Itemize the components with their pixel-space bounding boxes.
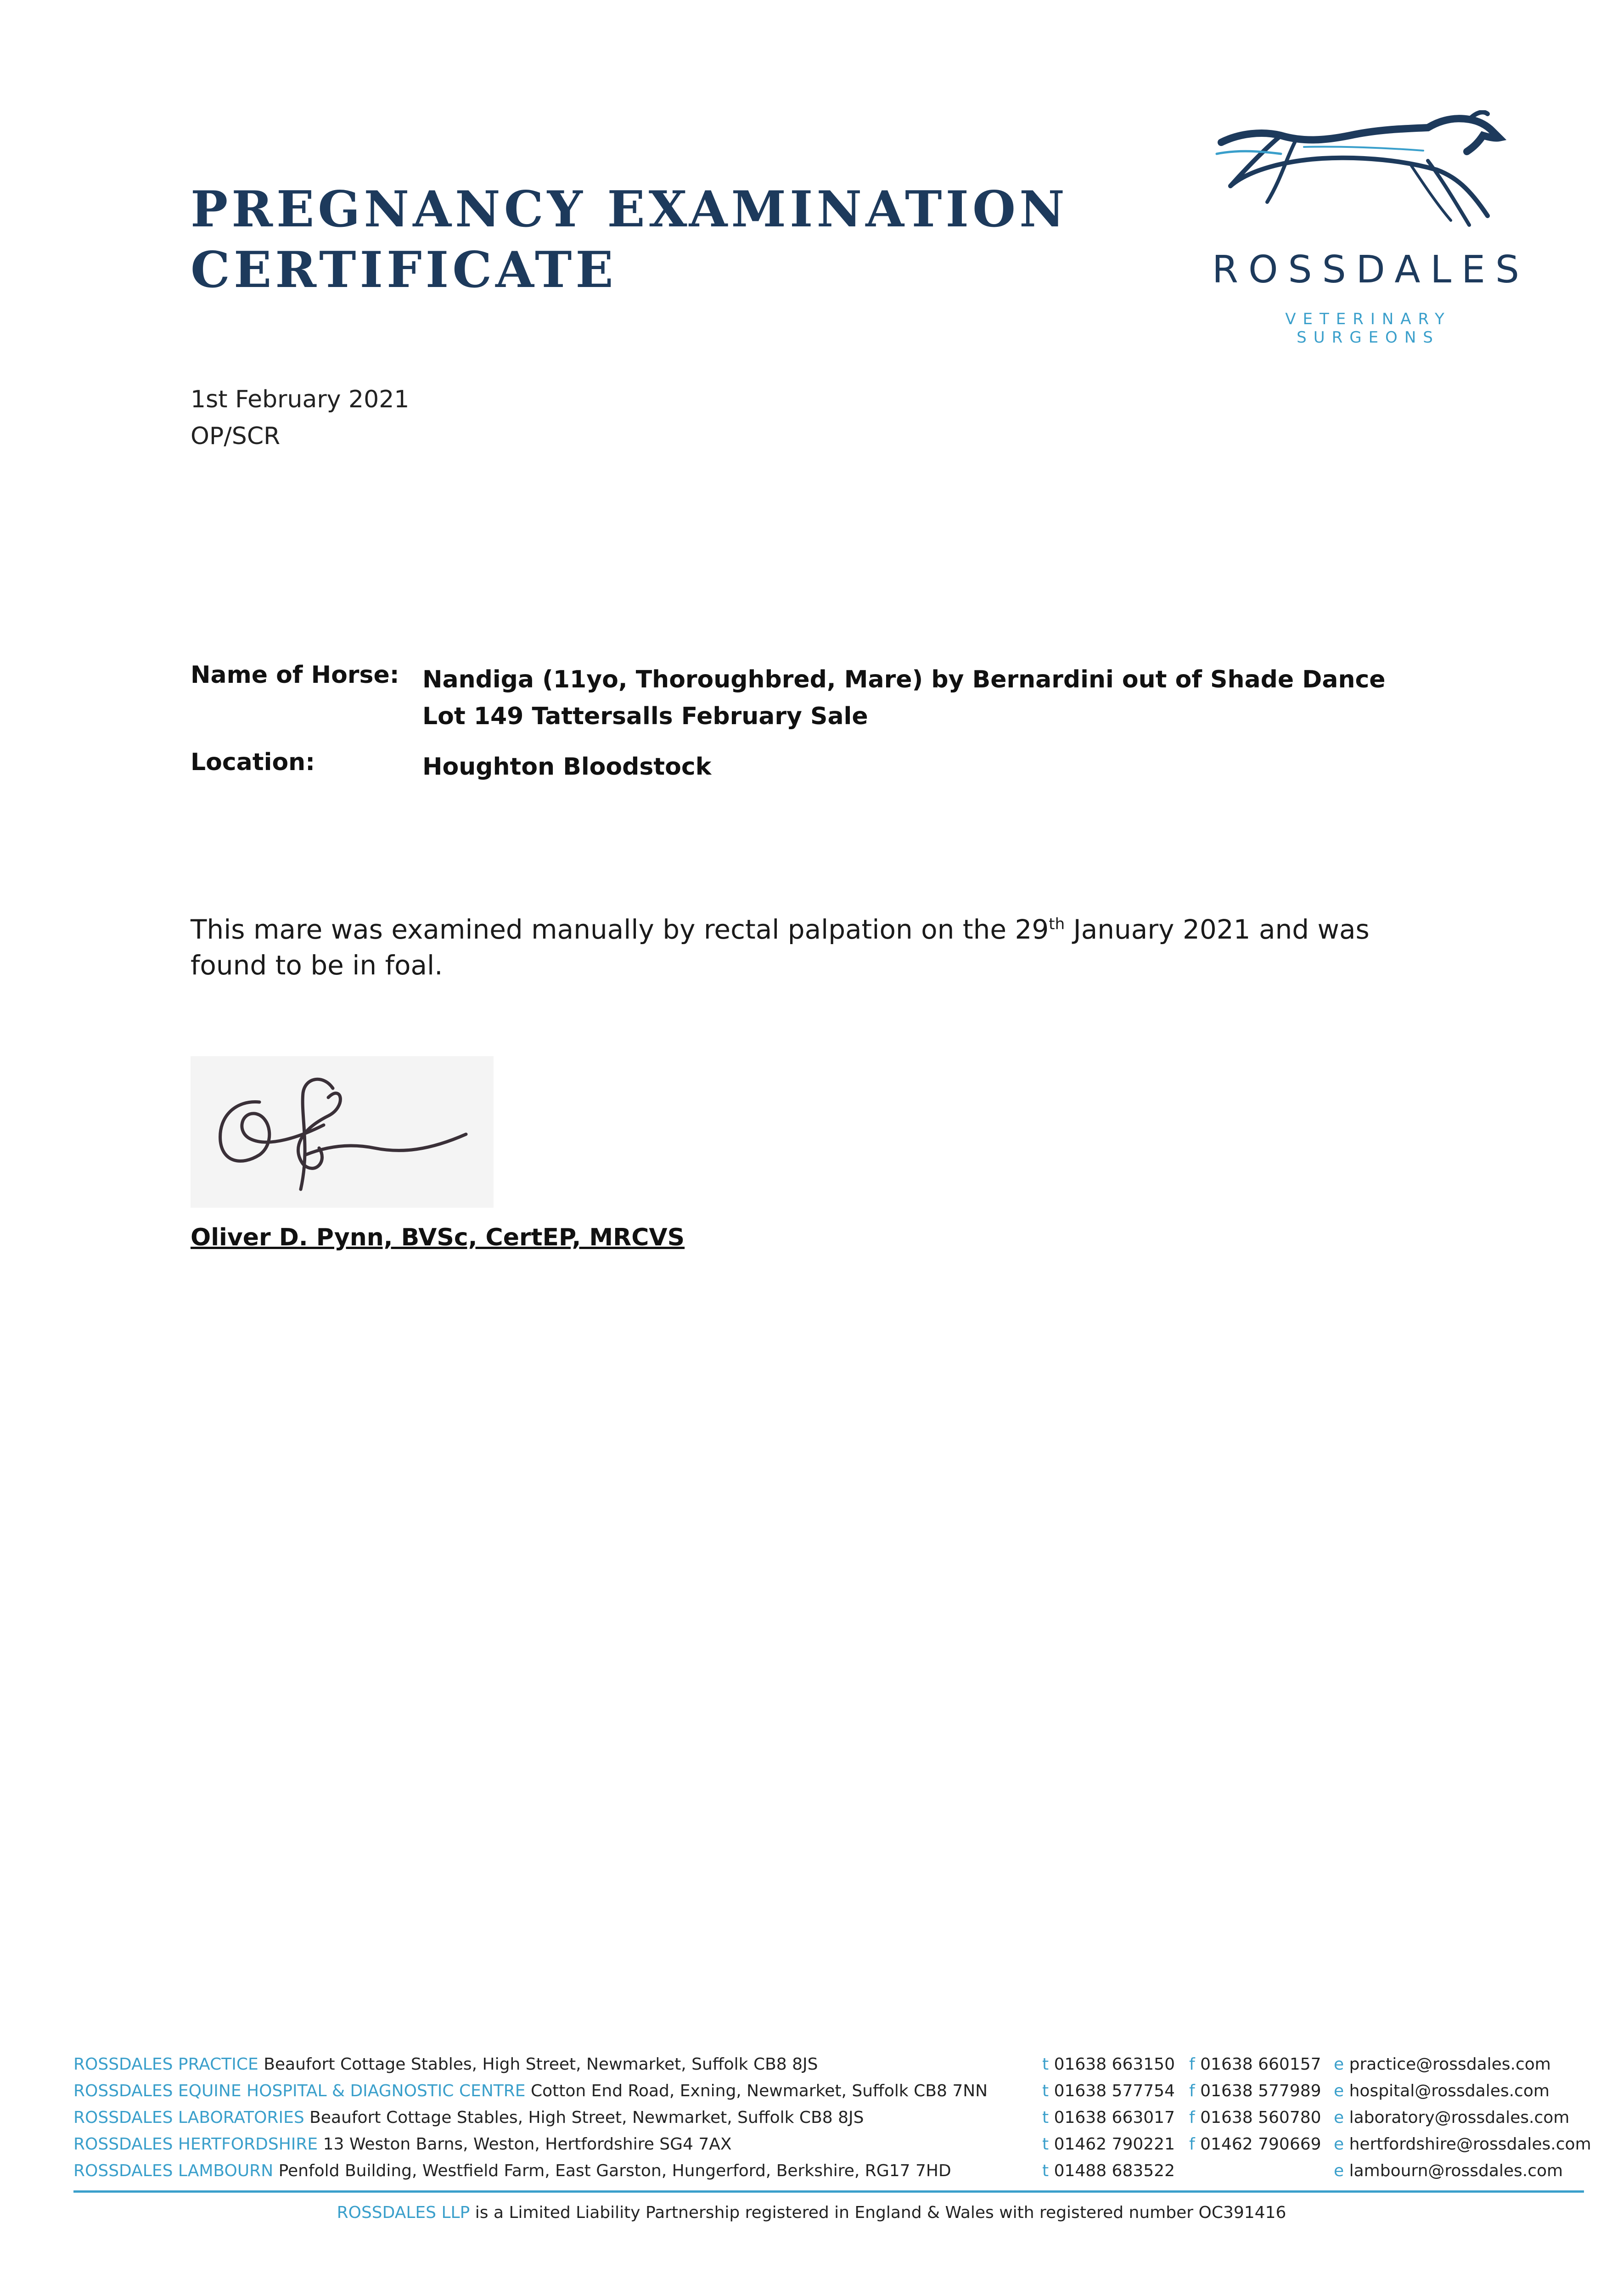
reference-block bbox=[191, 381, 409, 455]
horse-name-line-1: Nandiga (11yo, Thoroughbred, Mare) by Bernardini out of Shade Dance bbox=[422, 666, 1386, 693]
footer-phone: 01488 683522 bbox=[1054, 2161, 1175, 2180]
footer-address: Cotton End Road, Exning, Newmarket, Suffolk CB8 7NN bbox=[525, 2082, 988, 2100]
footer-phone: 01638 663150 bbox=[1054, 2055, 1175, 2074]
footer-address: Beaufort Cottage Stables, High Street, Newmarket, Suffolk CB8 8JS bbox=[258, 2055, 818, 2074]
location-value: Houghton Bloodstock bbox=[422, 753, 712, 781]
footer-office-name: ROSSDALES LABORATORIES bbox=[73, 2108, 304, 2127]
footer-row-practice: ROSSDALES PRACTICE Beaufort Cottage Stables, High Street, Newmarket, Suffolk CB8 8JS t 01638 663150 f 01638 660157 e practice@rossdales.com bbox=[73, 2055, 1551, 2074]
legal-company-name: ROSSDALES LLP bbox=[337, 2203, 470, 2222]
statement-part-2: January 2021 and was found to be in foal. bbox=[191, 914, 1370, 981]
footer-fax: 01638 560780 bbox=[1200, 2108, 1321, 2127]
logo-subtitle: VETERINARY SURGEONS bbox=[1285, 310, 1451, 347]
horse-name-line-2: Lot 149 Tattersalls February Sale bbox=[422, 703, 868, 730]
footer-row-laboratories: ROSSDALES LABORATORIES Beaufort Cottage Stables, High Street, Newmarket, Suffolk CB8 8JS t 01638 663017 f 01638 560780 e laboratory@rossdales.com bbox=[73, 2108, 1570, 2127]
footer-email: lambourn@rossdales.com bbox=[1349, 2161, 1563, 2180]
logo-wordmark: ROSSDALES bbox=[1212, 248, 1529, 292]
footer-phone: 01638 663017 bbox=[1054, 2108, 1175, 2127]
document-date: 1st February 2021 bbox=[191, 386, 410, 413]
footer-row-lambourn: ROSSDALES LAMBOURN Penfold Building, Westfield Farm, East Garston, Hungerford, Berkshire, RG17 7HD t 01488 683522 e lambourn@rossdales.com bbox=[73, 2161, 1563, 2180]
footer-office-name: ROSSDALES PRACTICE bbox=[73, 2055, 258, 2074]
footer-phone: 01462 790221 bbox=[1054, 2135, 1175, 2154]
statement-ordinal: th bbox=[1049, 915, 1065, 934]
document-title bbox=[191, 179, 1068, 300]
footer-office-name: ROSSDALES HERTFORDSHIRE bbox=[73, 2135, 318, 2154]
horse-name-value bbox=[422, 661, 1570, 735]
footer-legal-notice bbox=[0, 2203, 1623, 2222]
footer-row-hospital: ROSSDALES EQUINE HOSPITAL & DIAGNOSTIC CENTRE Cotton End Road, Exning, Newmarket, Suffolk CB8 7NN t 01638 577754 f 01638 577989 e hospital@rossdales.com bbox=[73, 2082, 1550, 2100]
footer-address: Penfold Building, Westfield Farm, East Garston, Hungerford, Berkshire, RG17 7HD bbox=[273, 2161, 951, 2180]
footer-address: 13 Weston Barns, Weston, Hertfordshire SG4 7AX bbox=[318, 2135, 732, 2154]
footer-email: hospital@rossdales.com bbox=[1349, 2082, 1550, 2100]
footer-office-name: ROSSDALES LAMBOURN bbox=[73, 2161, 274, 2180]
legal-text: is a Limited Liability Partnership registered in England & Wales with registered number OC391416 bbox=[470, 2203, 1286, 2222]
footer-row-hertfordshire: ROSSDALES HERTFORDSHIRE 13 Weston Barns, Weston, Hertfordshire SG4 7AX t 01462 790221 f 01462 790669 e hertfordshire@rossdales.com bbox=[73, 2135, 1591, 2154]
statement-part-1: This mare was examined manually by rectal palpation on the 29 bbox=[191, 914, 1049, 945]
horse-logo-icon bbox=[1212, 110, 1524, 243]
title-line-2: CERTIFICATE bbox=[191, 241, 617, 299]
footer-contacts bbox=[73, 2055, 1591, 2188]
footer-fax: 01462 790669 bbox=[1200, 2135, 1321, 2154]
footer-fax: 01638 577989 bbox=[1200, 2082, 1321, 2100]
signature-image bbox=[191, 1056, 494, 1208]
footer-email: laboratory@rossdales.com bbox=[1349, 2108, 1570, 2127]
signature-icon bbox=[191, 1056, 494, 1208]
rossdales-logo bbox=[1212, 110, 1529, 347]
footer-fax: 01638 660157 bbox=[1200, 2055, 1321, 2074]
examination-statement bbox=[191, 912, 1430, 983]
horse-name-label: Name of Horse: bbox=[191, 661, 399, 689]
document-reference: OP/SCR bbox=[191, 422, 281, 450]
footer-address: Beaufort Cottage Stables, High Street, Newmarket, Suffolk CB8 8JS bbox=[304, 2108, 864, 2127]
footer-divider bbox=[73, 2190, 1584, 2193]
footer-phone: 01638 577754 bbox=[1054, 2082, 1175, 2100]
footer-email: practice@rossdales.com bbox=[1349, 2055, 1551, 2074]
title-line-1: PREGNANCY EXAMINATION bbox=[191, 180, 1068, 238]
signer-name: Oliver D. Pynn, BVSc, CertEP, MRCVS bbox=[191, 1224, 685, 1251]
footer-email: hertfordshire@rossdales.com bbox=[1349, 2135, 1591, 2154]
location-label: Location: bbox=[191, 748, 315, 776]
footer-office-name: ROSSDALES EQUINE HOSPITAL & DIAGNOSTIC CENTRE bbox=[73, 2082, 526, 2100]
